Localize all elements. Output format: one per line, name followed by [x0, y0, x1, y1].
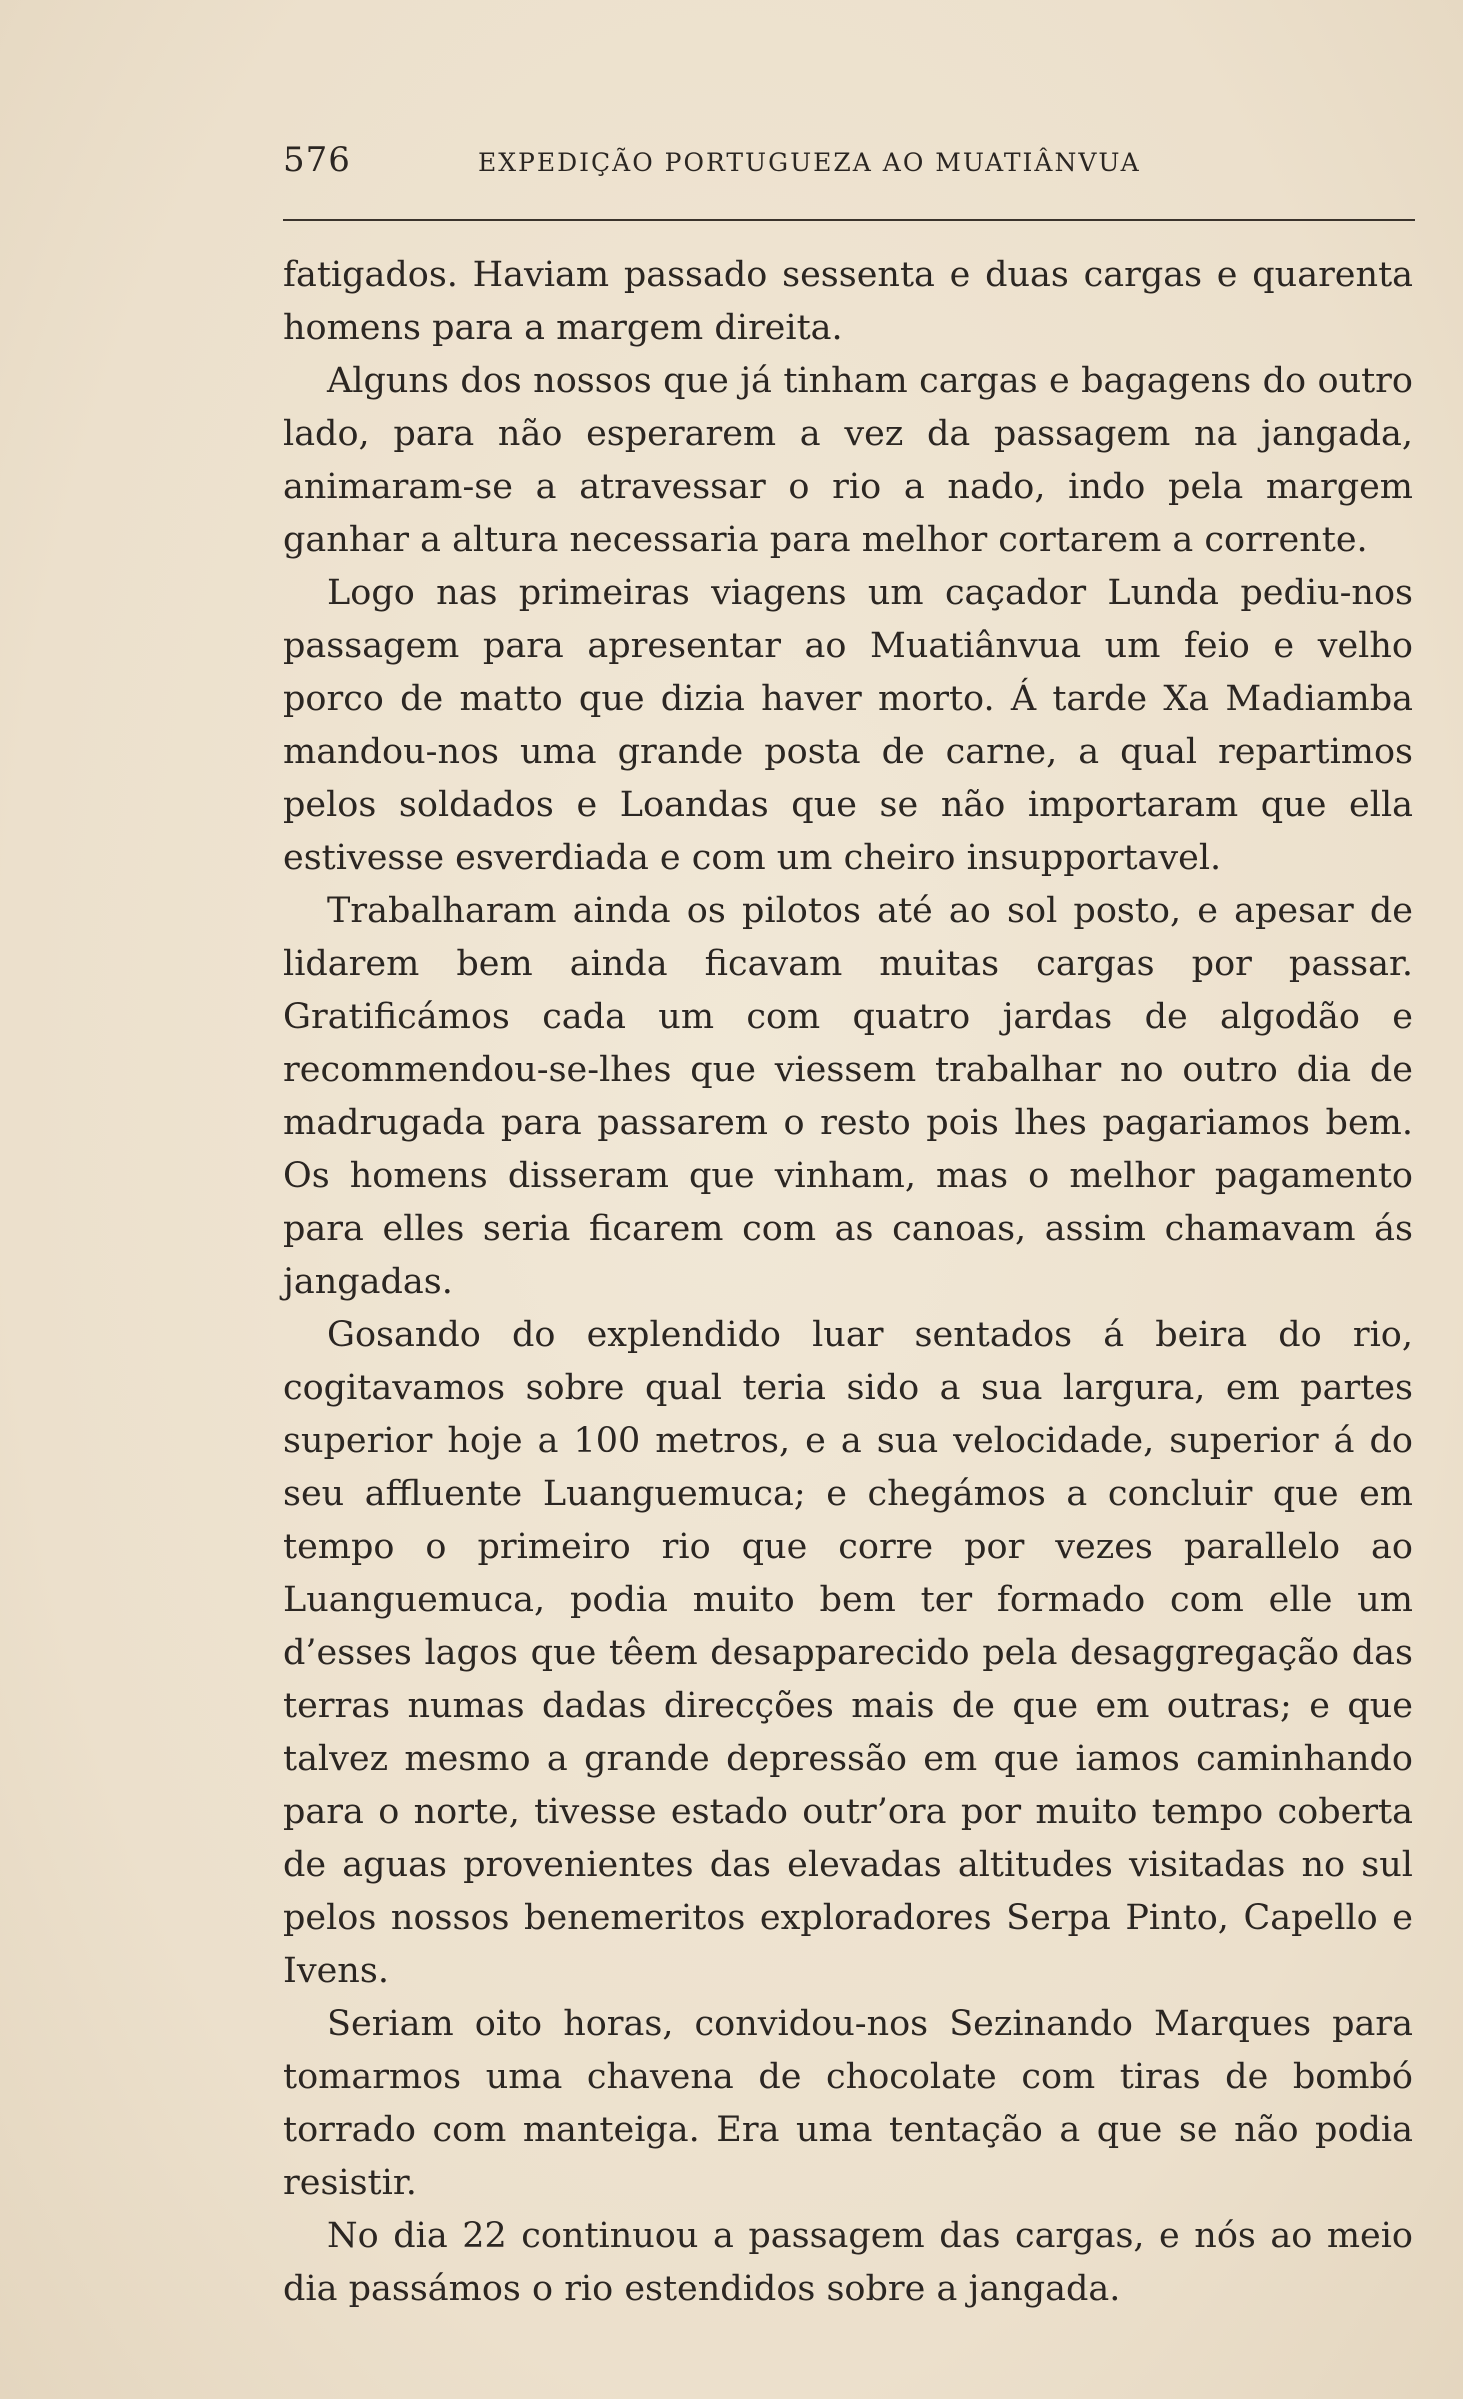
paragraph-4: Trabalharam ainda os pilotos até ao sol posto, e apesar de lidarem bem ainda ficavam muitas cargas por passar. Gratificámos cada um com quatro jardas de algodão e recommendou-se-lhes que viessem trabalhar no outro dia de madrugada para passarem o resto pois lhes pagariamos bem. Os homens disseram que vinham, mas o melhor pagamento para elles seria ficarem com as canoas, assim chamavam ás jangadas.: [283, 891, 1413, 1302]
paragraph-2: Alguns dos nossos que já tinham cargas e bagagens do outro lado, para não esperarem a vez da passagem na jangada, animaram-se a atravessar o rio a nado, indo pela margem ganhar a altura necessaria para melhor cortarem a corrente.: [283, 361, 1413, 560]
paragraph-5: Gosando do explendido luar sentados á beira do rio, cogitavamos sobre qual teria sido a sua largura, em partes superior hoje a 100 metros, e a sua velocidade, superior á do seu affluente Luanguemuca; e chegámos a concluir que em tempo o primeiro rio que corre por vezes parallelo ao Luanguemuca, podia muito bem ter formado com elle um d’esses lagos que têem desapparecido pela desaggregação das terras numas dadas direcções mais de que em outras; e que talvez mesmo a grande depressão em que iamos caminhando para o norte, tivesse estado outr’ora por muito tempo coberta de aguas provenientes das elevadas altitudes visitadas no sul pelos nossos benemeritos exploradores Serpa Pinto, Capello e Ivens.: [283, 1315, 1413, 1991]
page-header: [283, 140, 1415, 200]
running-head: EXPEDIÇÃO PORTUGUEZA AO MUATIÂNVUA: [478, 148, 1141, 177]
paragraph-3: Logo nas primeiras viagens um caçador Lunda pediu-nos passagem para apresentar ao Muatiânvua um feio e velho porco de matto que dizia haver morto. Á tarde Xa Madiamba mandou-nos uma grande posta de carne, a qual repartimos pelos soldados e Loandas que se não importaram que ella estivesse esverdiada e com um cheiro insupportavel.: [283, 573, 1413, 878]
paragraph-6: Seriam oito horas, convidou-nos Sezinando Marques para tomarmos uma chavena de chocolate com tiras de bombó torrado com manteiga. Era uma tentação a que se não podia resistir.: [283, 2004, 1413, 2203]
body-text: [283, 249, 1413, 2316]
paragraph-7: No dia 22 continuou a passagem das cargas, e nós ao meio dia passámos o rio estendidos sobre a jangada.: [283, 2216, 1413, 2309]
page-number: 576: [283, 140, 351, 180]
header-rule: [283, 219, 1415, 221]
paragraph-1: fatigados. Haviam passado sessenta e duas cargas e quarenta homens para a margem direita.: [283, 255, 1413, 348]
